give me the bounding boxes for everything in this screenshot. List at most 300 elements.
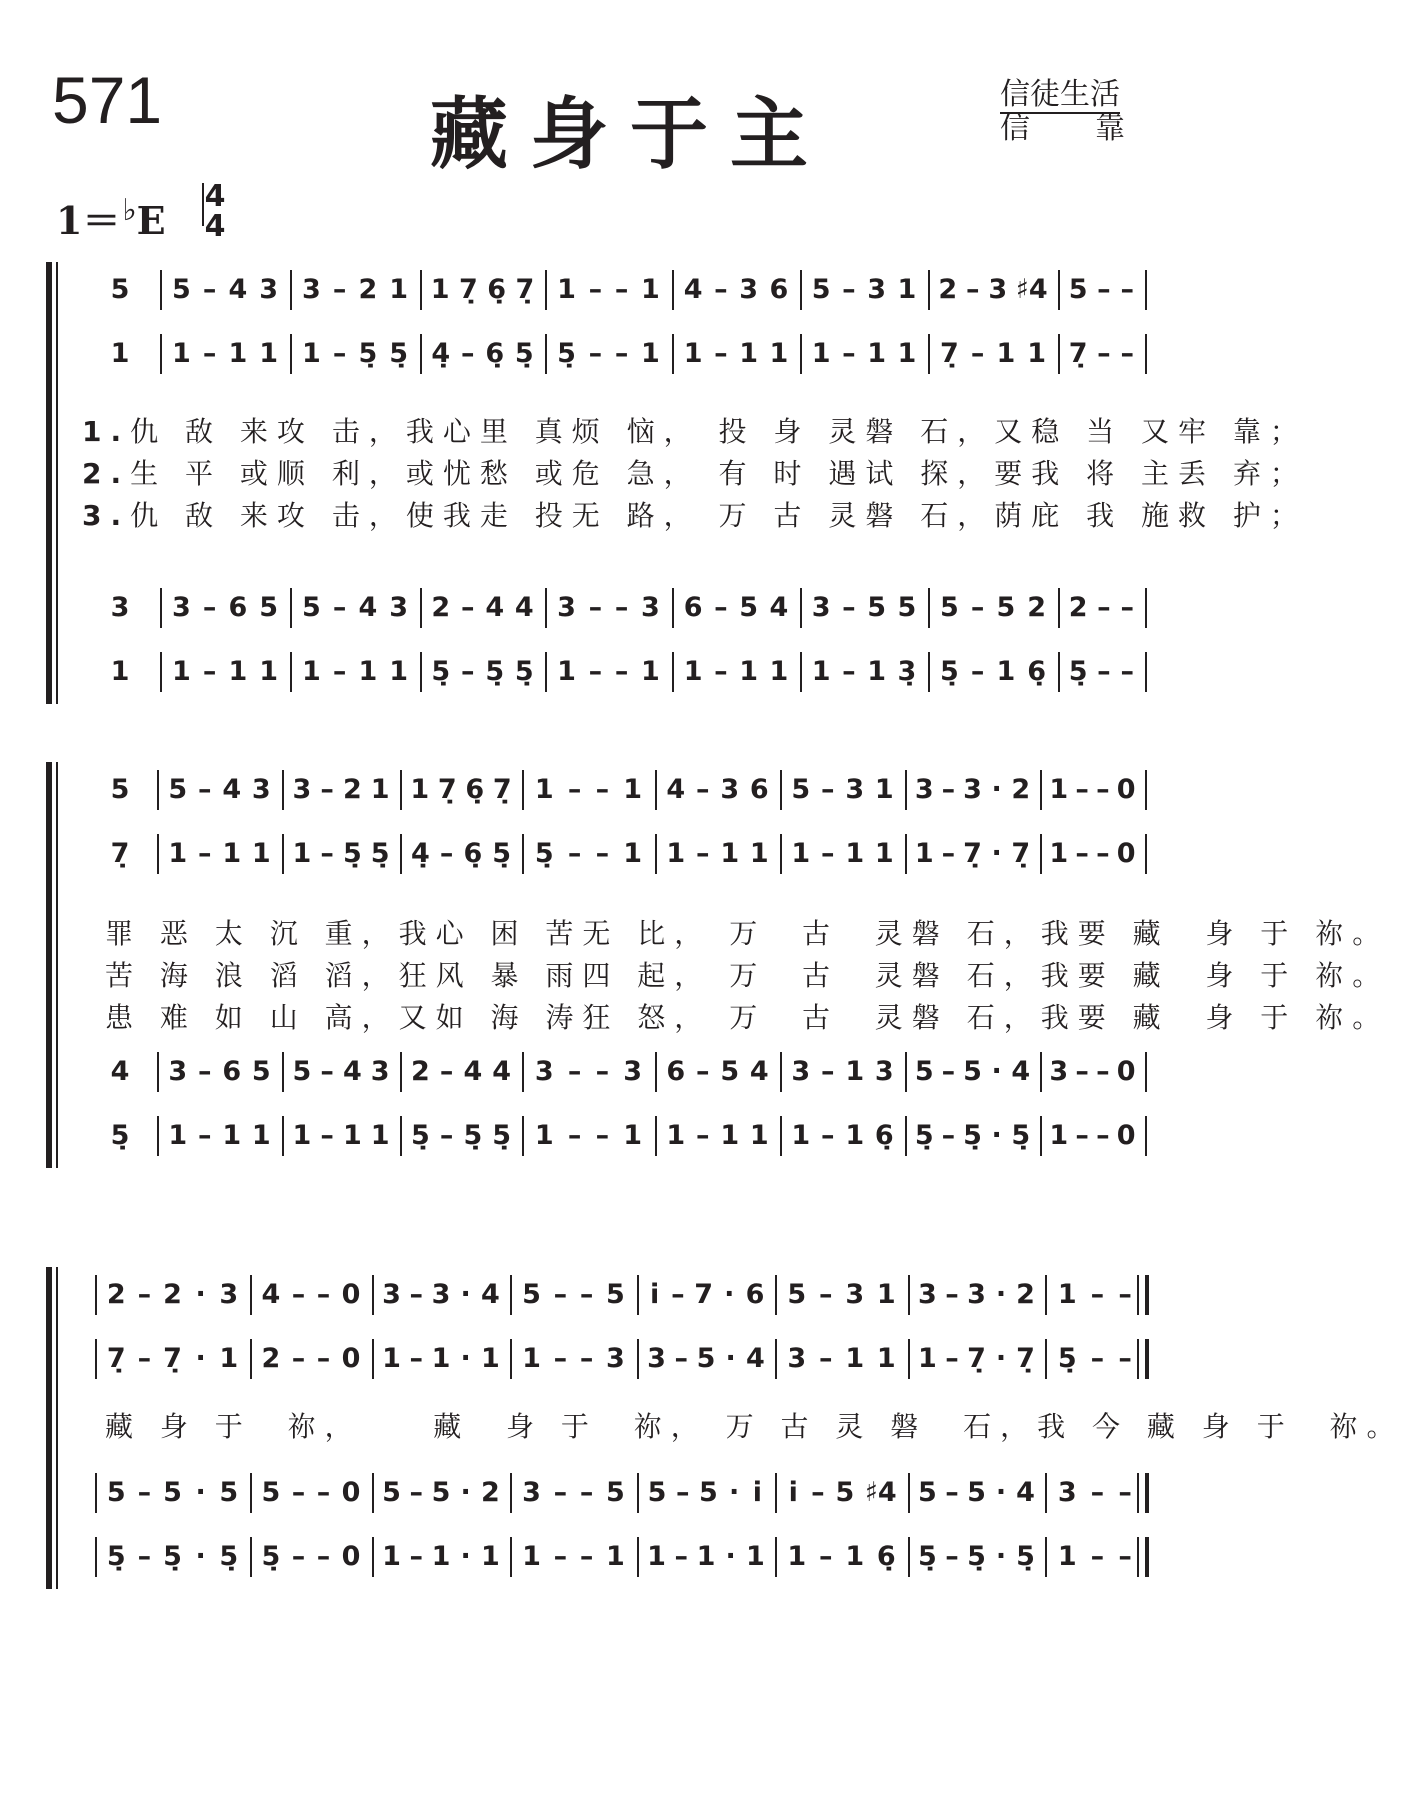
note: 1 (914, 838, 934, 869)
final-barline (1145, 588, 1147, 628)
measure (406, 834, 516, 874)
note: 5 (106, 1477, 126, 1508)
note: – (461, 656, 475, 687)
barline (928, 588, 930, 628)
barline (1040, 770, 1042, 810)
note: 3 (720, 774, 740, 805)
barline (510, 1537, 512, 1577)
note: 5̣ (410, 1120, 430, 1151)
measure (914, 1339, 1039, 1379)
measure (551, 334, 666, 374)
note: 1 (739, 338, 759, 369)
note: 1 (534, 1120, 554, 1151)
note: 1 (251, 1120, 271, 1151)
note: 5̣ (514, 338, 534, 369)
note: 1 (791, 1120, 811, 1151)
measure (786, 1116, 899, 1156)
note: 4 (492, 1056, 511, 1087)
lyric-line (105, 912, 1389, 952)
measure (288, 834, 394, 874)
barline (908, 1275, 910, 1315)
note: 4 (749, 1056, 769, 1087)
barline (545, 652, 547, 692)
barline (282, 770, 284, 810)
barline (510, 1473, 512, 1513)
measure (934, 270, 1052, 310)
note: 0 (1116, 774, 1136, 805)
note: – (714, 592, 728, 623)
note: – (821, 774, 835, 805)
measure (786, 834, 899, 874)
credit-source: 信徒生活 (1000, 77, 1120, 112)
measure (101, 1473, 244, 1513)
note: i (788, 1477, 798, 1508)
measure (516, 1339, 631, 1379)
note: · (195, 1343, 206, 1374)
note: – (579, 1343, 594, 1374)
note: 3 (739, 274, 759, 305)
note: – (1097, 338, 1111, 369)
barline (800, 270, 802, 310)
note: 3 (787, 1343, 807, 1374)
measure (166, 270, 284, 310)
barline (1045, 1473, 1047, 1513)
note: – (696, 774, 710, 805)
note: – (202, 274, 217, 305)
final-barline (1145, 1116, 1147, 1156)
note: 4 (261, 1279, 281, 1310)
note: – (579, 1279, 594, 1310)
measure (678, 334, 794, 374)
barline (775, 1275, 777, 1315)
note: 7̣ (492, 774, 512, 805)
note: 1 (168, 1120, 188, 1151)
barline (1058, 588, 1060, 628)
measure (296, 588, 414, 628)
note: – (137, 1541, 152, 1572)
note: – (595, 774, 610, 805)
pickup-note: 4 (110, 1056, 130, 1087)
note: 3 (988, 274, 1008, 305)
note: – (819, 1541, 833, 1572)
measure (1064, 652, 1139, 692)
barline (160, 334, 162, 374)
measure (256, 1537, 366, 1577)
measure (163, 1116, 276, 1156)
note: 6 (683, 592, 703, 623)
note: 3 (168, 1056, 188, 1087)
measure (256, 1275, 366, 1315)
barline (250, 1339, 252, 1379)
barline (522, 1116, 524, 1156)
measure (1046, 834, 1139, 874)
note: 2 (1016, 1279, 1035, 1310)
measure (296, 652, 414, 692)
note: – (1096, 1120, 1110, 1151)
note: 1 (228, 338, 248, 369)
measure (643, 1339, 769, 1379)
note: – (332, 656, 347, 687)
note: – (842, 592, 856, 623)
note: 5 (301, 592, 321, 623)
note: 6 (769, 274, 789, 305)
barline (157, 1052, 159, 1092)
note: 3 (534, 1056, 554, 1087)
note: 1 (996, 338, 1016, 369)
barline (282, 1052, 284, 1092)
note: 1 (623, 838, 643, 869)
system-bracket (46, 262, 52, 704)
barline (1045, 1339, 1047, 1379)
note: – (714, 656, 728, 687)
key-prefix: 1＝ (56, 198, 121, 243)
measure (1046, 770, 1139, 810)
note: 2 (938, 274, 958, 305)
note: – (567, 838, 582, 869)
note: 3 (171, 592, 191, 623)
lyric-line (105, 996, 1389, 1036)
final-barline (1145, 1537, 1149, 1577)
barline (908, 1537, 910, 1577)
lyric-line (105, 954, 1389, 994)
barline (775, 1473, 777, 1513)
barline (290, 652, 292, 692)
note: – (137, 1477, 152, 1508)
barline (420, 652, 422, 692)
note: – (202, 656, 217, 687)
note: – (1075, 838, 1089, 869)
note: 6 (222, 1056, 242, 1087)
note: 1 (749, 1120, 769, 1151)
measure (678, 270, 794, 310)
note: 3 (845, 1279, 865, 1310)
final-barline (1145, 834, 1147, 874)
note: 0 (341, 1279, 361, 1310)
note: 1 (382, 1541, 401, 1572)
note: – (819, 1343, 833, 1374)
note: 5 (382, 1477, 401, 1508)
note: – (970, 592, 985, 623)
measure (406, 770, 516, 810)
barline (1058, 652, 1060, 692)
measure (426, 588, 539, 628)
measure (296, 334, 414, 374)
measure (551, 270, 666, 310)
note: – (714, 274, 728, 305)
note: 5 (522, 1279, 541, 1310)
barline (637, 1473, 639, 1513)
note: 5 (914, 1056, 934, 1087)
measure (551, 652, 666, 692)
barline (905, 1052, 907, 1092)
note: 6̣ (487, 274, 507, 305)
measure (101, 1339, 244, 1379)
note: 1 (918, 1343, 937, 1374)
lyric-line (82, 410, 1307, 450)
voice-row (0, 1052, 1200, 1092)
measure (1064, 588, 1139, 628)
hymn-title: 藏身于主 (430, 90, 831, 180)
note: 1 (410, 774, 430, 805)
note: 3 (963, 774, 982, 805)
note: 5 (699, 1477, 718, 1508)
barline (780, 834, 782, 874)
lyric-text: 生 平 或顺 利，或忧愁 或危 急， 有 时 遇试 探，要我 将 主丢 弃； (130, 457, 1307, 490)
note: 1 (641, 338, 660, 369)
measure (911, 1052, 1034, 1092)
barline (637, 1339, 639, 1379)
note: 2 (1027, 592, 1046, 623)
note: 1 (430, 274, 450, 305)
note: – (579, 1477, 594, 1508)
note: – (614, 656, 629, 687)
measure (1046, 1116, 1139, 1156)
note: 1 (168, 838, 188, 869)
note: – (1120, 338, 1135, 369)
barline (510, 1275, 512, 1315)
note: – (1090, 1477, 1105, 1508)
barline (290, 334, 292, 374)
note: – (461, 338, 475, 369)
note: 1 (1049, 774, 1069, 805)
note: 1 (1049, 838, 1069, 869)
note: 5 (963, 1056, 982, 1087)
measure (426, 334, 539, 374)
note: 5̣ (485, 656, 505, 687)
note: – (1096, 838, 1110, 869)
note: – (1118, 1343, 1132, 1374)
note: 1 (259, 656, 278, 687)
note: 1 (1027, 338, 1046, 369)
measure (911, 770, 1034, 810)
note: 3 (967, 1279, 986, 1310)
note: 1 (1057, 1541, 1077, 1572)
barline (95, 1275, 97, 1315)
note: 4 (1011, 1056, 1031, 1087)
note: 7̣ (163, 1343, 182, 1374)
note: 5̣ (370, 838, 390, 869)
note: 1 (171, 338, 191, 369)
note: – (1120, 274, 1135, 305)
note: – (1096, 1056, 1110, 1087)
voice-row (0, 1473, 1200, 1513)
note: 4 (769, 592, 789, 623)
note: i (752, 1477, 762, 1508)
measure (516, 1275, 631, 1315)
measure (1051, 1537, 1139, 1577)
final-barline (1145, 270, 1147, 310)
barline (160, 270, 162, 310)
note: 5 (696, 1343, 716, 1374)
lyric-text: 苦 海 浪 滔 滔，狂风 暴 雨四 起， 万 古 灵磐 石，我要 藏 身 于 祢。 (105, 959, 1390, 992)
note: 5̣ (343, 838, 362, 869)
note: 5̣ (463, 1120, 483, 1151)
note: 6̣ (465, 774, 485, 805)
note: 1 (746, 1541, 765, 1572)
note: · (995, 1477, 1007, 1508)
barline (157, 770, 159, 810)
note: – (332, 274, 347, 305)
note: – (202, 338, 217, 369)
note: – (614, 274, 629, 305)
note: · (991, 1120, 1002, 1151)
note: – (821, 1120, 835, 1151)
note: · (195, 1279, 206, 1310)
note: · (991, 774, 1002, 805)
note: 3 (914, 774, 934, 805)
note: 4 (1016, 1477, 1035, 1508)
note: 5 (967, 1477, 986, 1508)
barline (160, 588, 162, 628)
lyric-text: 罪 恶 太 沉 重，我心 困 苦无 比， 万 古 灵磐 石，我要 藏 身 于 祢。 (105, 917, 1390, 950)
note: 1 (171, 656, 191, 687)
note: · (725, 1541, 736, 1572)
note: 1 (769, 656, 789, 687)
measure (1064, 334, 1139, 374)
note: 5̣ (431, 656, 451, 687)
measure (516, 1473, 631, 1513)
note: 1 (522, 1343, 541, 1374)
note: 5̣ (358, 338, 378, 369)
note: – (614, 338, 629, 369)
note: 1 (867, 338, 887, 369)
note: 5 (791, 774, 811, 805)
note: – (965, 274, 980, 305)
note: – (696, 1056, 710, 1087)
note: 5 (835, 1477, 855, 1508)
note: 1 (867, 656, 887, 687)
note: 4 (666, 774, 686, 805)
note: – (1118, 1541, 1132, 1572)
barline (1058, 334, 1060, 374)
measure (163, 770, 276, 810)
measure (528, 834, 649, 874)
measure (296, 270, 414, 310)
note: 3̣ (897, 656, 917, 687)
barline (95, 1537, 97, 1577)
note: – (291, 1343, 306, 1374)
note: 5̣ (261, 1541, 281, 1572)
note: 7̣ (963, 838, 982, 869)
barline (545, 334, 547, 374)
note: – (588, 656, 603, 687)
note: – (439, 1120, 454, 1151)
note: – (409, 1477, 424, 1508)
note: – (1097, 274, 1111, 305)
note: 1 (522, 1541, 541, 1572)
note: 4̣ (431, 338, 451, 369)
note: 3 (867, 274, 887, 305)
meter-top: 4 (204, 179, 226, 214)
note: – (1120, 656, 1135, 687)
note: 5̣ (914, 1120, 934, 1151)
final-barline (1145, 1052, 1147, 1092)
measure (551, 588, 666, 628)
barline (522, 770, 524, 810)
note: – (1120, 592, 1135, 623)
note: 2 (1068, 592, 1088, 623)
measure (528, 1052, 649, 1092)
note: – (714, 338, 728, 369)
barline (372, 1339, 374, 1379)
measure (911, 834, 1034, 874)
note: 2 (261, 1343, 281, 1374)
note: · (725, 1343, 736, 1374)
barline (545, 270, 547, 310)
note: 5̣ (163, 1541, 182, 1572)
final-barline (1145, 770, 1147, 810)
note: – (461, 592, 475, 623)
note: 3 (1049, 1056, 1069, 1087)
note: 2 (410, 1056, 430, 1087)
note: · (728, 1477, 740, 1508)
note: 1 (534, 774, 554, 805)
note: 3 (301, 274, 321, 305)
barline (282, 834, 284, 874)
note: 5 (259, 592, 278, 623)
note: 5̣ (918, 1541, 937, 1572)
barline (522, 1052, 524, 1092)
measure (806, 334, 922, 374)
note: – (567, 1120, 582, 1151)
note: 1 (845, 1120, 865, 1151)
note: 1 (1057, 1279, 1077, 1310)
note: 5 (897, 592, 917, 623)
note: 1 (228, 656, 248, 687)
note: · (991, 838, 1002, 869)
note: 5 (292, 1056, 312, 1087)
measure (661, 1052, 774, 1092)
note: – (595, 1120, 610, 1151)
note: – (553, 1343, 568, 1374)
note: 1 (431, 1541, 451, 1572)
note: 7̣ (515, 274, 535, 305)
barline (928, 334, 930, 374)
note: 3 (874, 1056, 894, 1087)
barline (908, 1339, 910, 1379)
note: 5̣ (389, 338, 408, 369)
measure (426, 270, 539, 310)
barline (420, 270, 422, 310)
note: – (842, 656, 856, 687)
note: 1 (481, 1343, 500, 1374)
barline (928, 270, 930, 310)
note: 1 (389, 656, 408, 687)
lyric-line (82, 494, 1307, 534)
note: 5 (168, 774, 188, 805)
note: – (941, 1056, 956, 1087)
measure (914, 1275, 1039, 1315)
barline (775, 1537, 777, 1577)
note: ♯4 (864, 1477, 897, 1508)
final-barline (1145, 1339, 1149, 1379)
barline (372, 1275, 374, 1315)
measure (378, 1275, 504, 1315)
measure (914, 1537, 1039, 1577)
note: – (137, 1279, 152, 1310)
barline (655, 770, 657, 810)
barline (250, 1473, 252, 1513)
note: 3 (791, 1056, 811, 1087)
note: 2 (358, 274, 378, 305)
verse-number: 3. (82, 499, 131, 532)
note: 4 (746, 1343, 765, 1374)
barline (800, 652, 802, 692)
barline (672, 588, 674, 628)
note: – (941, 838, 956, 869)
note: 0 (341, 1541, 361, 1572)
barline (780, 1116, 782, 1156)
